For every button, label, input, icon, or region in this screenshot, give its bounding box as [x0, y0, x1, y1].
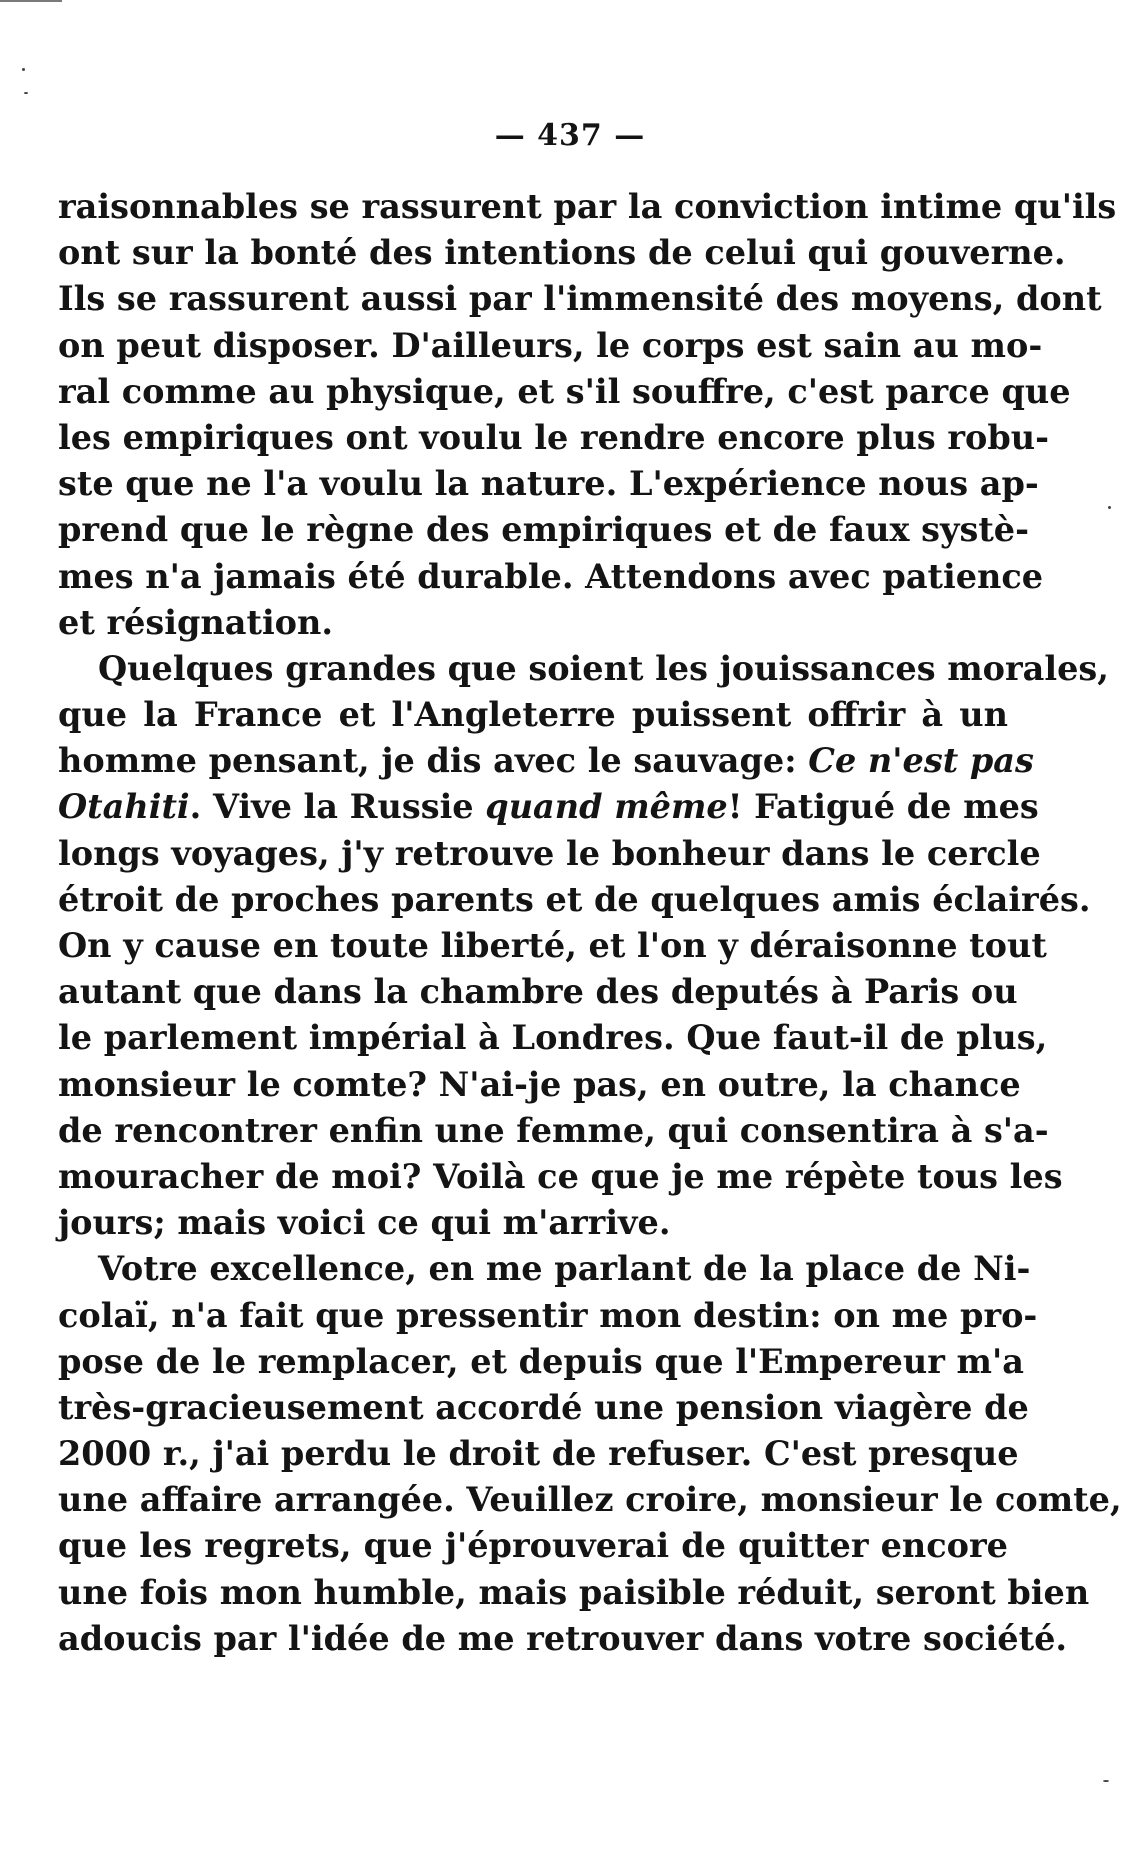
text-line: une fois mon humble, mais paisible réduit, seront bien — [58, 1572, 1090, 1612]
italic-quote: Otahiti — [58, 787, 190, 827]
text-line — [58, 738, 1034, 784]
text-line: et résignation. — [58, 602, 334, 642]
text-line: adoucis par l'idée de me retrouver dans votre société. — [58, 1618, 1068, 1658]
text-line: mouracher de moi? Voilà ce que je me répète tous les — [58, 1156, 1063, 1196]
text-line: On y cause en toute liberté, et l'on y déraisonne tout — [58, 926, 1047, 965]
text-line: mes n'a jamais été durable. Attendons avec patience — [58, 556, 1044, 596]
text-line: étroit de proches parents et de quelques amis éclairés. — [58, 879, 1091, 919]
text-run: homme pensant, je dis avec le sauvage: — [58, 741, 809, 781]
text-line: pose de le remplacer, et depuis que l'Empereur m'a — [58, 1341, 1024, 1381]
text-line: les empiriques ont voulu le rendre encore plus robu- — [58, 417, 1050, 457]
text-line: très-gracieusement accordé une pension viagère de — [58, 1387, 1029, 1427]
page-number: — 437 — — [494, 118, 646, 153]
text-line: autant que dans la chambre des deputés à Paris ou — [58, 972, 1018, 1012]
text-line: le parlement impérial à Londres. Que faut-il de plus, — [58, 1018, 1048, 1058]
ink-speck — [1103, 1780, 1109, 1782]
text-line: que les regrets, que j'éprouverai de quitter encore — [58, 1526, 1008, 1566]
text-line — [58, 784, 1039, 830]
text-run: ! Fatigué de mes — [727, 787, 1039, 827]
text-line: ral comme au physique, et s'il souffre, c'est parce que — [58, 371, 1071, 411]
italic-quote: Ce n'est pas — [808, 741, 1034, 781]
top-rule — [0, 0, 62, 2]
text-line: de rencontrer enfin une femme, qui consentira à s'a- — [58, 1110, 1049, 1150]
text-line: colaï, n'a fait que pressentir mon destin: on me pro- — [58, 1295, 1038, 1335]
text-line: une affaire arrangée. Veuillez croire, monsieur le comte, — [58, 1480, 1122, 1520]
text-line: Votre excellence, en me parlant de la place de Ni- — [98, 1249, 1031, 1289]
text-line: prend que le règne des empiriques et de faux systè- — [58, 510, 1030, 550]
text-line: ste que ne l'a voulu la nature. L'expérience nous ap- — [58, 464, 1039, 504]
text-line: 2000 r., j'ai perdu le droit de refuser. C'est presque — [58, 1434, 1019, 1474]
text-line: Ils se rassurent aussi par l'immensité des moyens, dont — [58, 279, 1102, 319]
text-line: que la France et l'Angleterre puissent offrir à un — [58, 695, 1008, 735]
ink-speck — [1108, 506, 1111, 509]
text-line: ont sur la bonté des intentions de celui qui gouverne. — [58, 233, 1066, 273]
text-line: jours; mais voici ce qui m'arrive. — [58, 1203, 671, 1243]
ink-speck — [24, 92, 28, 94]
text-line: Quelques grandes que soient les jouissances morales, — [98, 648, 1109, 688]
text-line: raisonnables se rassurent par la conviction intime qu'ils — [58, 187, 1117, 226]
ink-speck — [22, 68, 25, 71]
text-line: on peut disposer. D'ailleurs, le corps est sain au mo- — [58, 325, 1043, 365]
text-line: longs voyages, j'y retrouve le bonheur dans le cercle — [58, 833, 1041, 873]
body-text — [58, 184, 1122, 1662]
text-run: . Vive la Russie — [189, 787, 486, 827]
text-line: monsieur le comte? N'ai-je pas, en outre, la chance — [58, 1064, 1021, 1104]
italic-emphasis: quand même — [485, 787, 728, 827]
